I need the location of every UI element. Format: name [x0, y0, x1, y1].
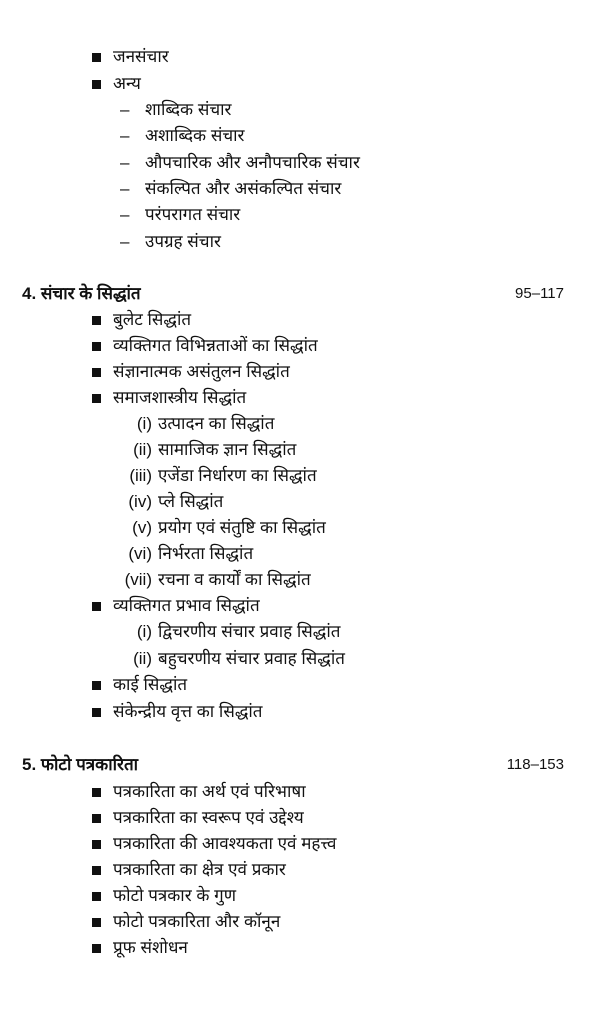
list-item: [0, 44, 600, 70]
page-range: 95–117: [515, 285, 564, 302]
item-text: पत्रकारिता का क्षेत्र एवं प्रकार: [113, 860, 286, 879]
square-bullet-icon: [92, 918, 101, 927]
item-number: (i): [136, 414, 152, 433]
square-bullet-icon: [92, 80, 101, 89]
item-text: फोटो पत्रकारिता और कॉनून: [113, 912, 281, 931]
item-number: (iv): [128, 492, 152, 511]
list-item: [0, 385, 600, 411]
list-item: [0, 176, 600, 202]
item-text: संकेन्द्रीय वृत्त का सिद्धांत: [113, 701, 263, 721]
square-bullet-icon: [92, 342, 101, 351]
chapter-title: 5. फोटो पत्रकारिता: [22, 755, 139, 774]
item-text: काई सिद्धांत: [113, 675, 188, 694]
list-item: [0, 229, 600, 255]
item-text: उपग्रह संचार: [145, 231, 221, 251]
list-item: [0, 805, 600, 831]
square-bullet-icon: [92, 602, 101, 611]
item-text: अशाब्दिक संचार: [145, 126, 245, 146]
list-item: [0, 779, 600, 805]
dash-marker: –: [120, 152, 130, 172]
item-text: प्ले सिद्धांत: [158, 492, 224, 511]
list-item: [0, 359, 600, 385]
item-text: व्यक्तिगत प्रभाव सिद्धांत: [113, 596, 260, 615]
square-bullet-icon: [92, 788, 101, 797]
square-bullet-icon: [92, 53, 101, 62]
item-text: बुलेट सिद्धांत: [113, 310, 192, 329]
square-bullet-icon: [92, 814, 101, 823]
item-text: उत्पादन का सिद्धांत: [158, 414, 275, 433]
list-item: [0, 333, 600, 359]
dash-marker: –: [120, 126, 130, 146]
list-item: [0, 567, 600, 593]
chapter-title: 4. संचार के सिद्धांत: [22, 284, 141, 303]
page-range: 118–153: [506, 756, 564, 773]
item-number: (iii): [129, 466, 152, 485]
list-item: [0, 699, 600, 725]
square-bullet-icon: [92, 394, 101, 403]
list-item: [0, 541, 600, 567]
square-bullet-icon: [92, 368, 101, 377]
list-item: [0, 123, 600, 149]
chapter-heading: [0, 281, 600, 307]
list-item: [0, 307, 600, 333]
list-item: [0, 97, 600, 123]
list-item: [0, 150, 600, 176]
list-item: [0, 883, 600, 909]
square-bullet-icon: [92, 892, 101, 901]
item-text: औपचारिक और अनौपचारिक संचार: [145, 152, 360, 172]
square-bullet-icon: [92, 316, 101, 325]
list-item: [0, 202, 600, 228]
square-bullet-icon: [92, 681, 101, 690]
item-text: पत्रकारिता की आवश्यकता एवं महत्त्व: [113, 834, 337, 853]
item-text: सामाजिक ज्ञान सिद्धांत: [158, 440, 297, 459]
item-text: शाब्दिक संचार: [145, 100, 232, 119]
item-text: प्रयोग एवं संतुष्टि का सिद्धांत: [158, 518, 326, 537]
dash-marker: –: [120, 231, 130, 251]
chapter-heading: [0, 752, 600, 778]
list-item: [0, 593, 600, 619]
square-bullet-icon: [92, 944, 101, 953]
item-text: अन्य: [113, 73, 141, 93]
list-item: [0, 437, 600, 463]
item-number: (vii): [124, 570, 152, 589]
square-bullet-icon: [92, 866, 101, 875]
item-number: (vi): [128, 544, 152, 563]
list-item: [0, 619, 600, 645]
list-item: [0, 909, 600, 935]
item-number: (v): [132, 518, 152, 537]
item-text: व्यक्तिगत विभिन्नताओं का सिद्धांत: [113, 336, 318, 355]
item-text: एजेंडा निर्धारण का सिद्धांत: [158, 466, 317, 485]
item-number: (i): [136, 622, 152, 641]
list-item: [0, 831, 600, 857]
square-bullet-icon: [92, 708, 101, 717]
list-item: [0, 463, 600, 489]
item-text: द्विचरणीय संचार प्रवाह सिद्धांत: [158, 622, 341, 641]
item-number: (ii): [133, 648, 152, 668]
item-text: बहुचरणीय संचार प्रवाह सिद्धांत: [158, 648, 345, 668]
item-text: रचना व कार्यों का सिद्धांत: [158, 570, 311, 589]
list-item: [0, 672, 600, 698]
item-text: परंपरागत संचार: [145, 205, 241, 225]
list-item: [0, 489, 600, 515]
item-text: पत्रकारिता का अर्थ एवं परिभाषा: [113, 782, 306, 801]
item-text: संज्ञानात्मक असंतुलन सिद्धांत: [113, 362, 290, 381]
item-text: निर्भरता सिद्धांत: [158, 544, 254, 563]
list-item: [0, 857, 600, 883]
list-item: [0, 935, 600, 961]
dash-marker: –: [120, 205, 130, 225]
item-text: संकल्पित और असंकल्पित संचार: [145, 178, 342, 198]
square-bullet-icon: [92, 840, 101, 849]
item-text: पत्रकारिता का स्वरूप एवं उद्देश्य: [113, 808, 304, 827]
item-text: समाजशास्त्रीय सिद्धांत: [113, 388, 247, 407]
list-item: [0, 515, 600, 541]
item-text: फोटो पत्रकार के गुण: [113, 886, 237, 905]
list-item: [0, 411, 600, 437]
item-number: (ii): [133, 440, 152, 459]
item-text: प्रूफ संशोधन: [113, 938, 188, 957]
dash-marker: –: [120, 178, 130, 198]
dash-marker: –: [120, 100, 130, 119]
list-item: [0, 646, 600, 672]
list-item: [0, 71, 600, 97]
item-text: जनसंचार: [113, 47, 169, 66]
